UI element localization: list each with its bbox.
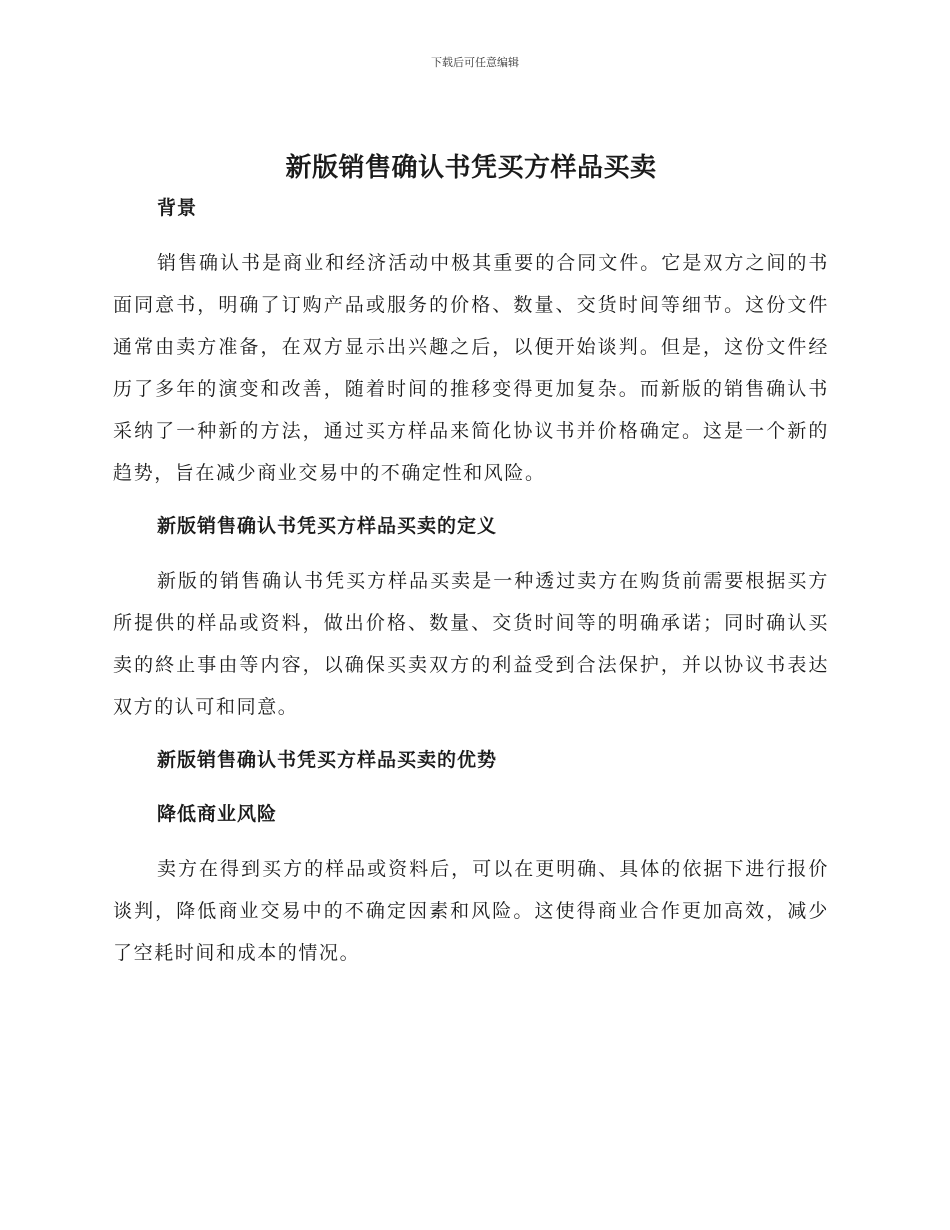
document-title: 新版销售确认书凭买方样品买卖 [285,153,657,183]
document-body [113,146,829,974]
section-heading-background: 背景 [157,197,198,219]
section-paragraph-background: 销售确认书是商业和经济活动中极其重要的合同文件。它是双方之间的书面同意书，明确了订购产品或服务的价格、数量、交货时间等细节。这份文件通常由卖方准备，在双方显示出兴趣之后，以便开始谈判。但是，这份文件经历了多年的演变和改善，随着时间的推移变得更加复杂。而新版的销售确认书采纳了一种新的方法，通过买方样品来简化协议书并价格确定。这是一个新的趋势，旨在减少商业交易中的不确定性和风险。 [113,252,829,484]
section-heading-risk: 降低商业风险 [157,803,278,825]
section-heading-advantages: 新版销售确认书凭买方样品买卖的优势 [157,749,498,771]
section-paragraph-risk: 卖方在得到买方的样品或资料后，可以在更明确、具体的依据下进行报价谈判，降低商业交易中的不确定因素和风险。这使得商业合作更加高效，减少了空耗时间和成本的情况。 [113,858,829,964]
section-paragraph-definition: 新版的销售确认书凭买方样品买卖是一种透过卖方在购货前需要根据买方所提供的样品或资料，做出价格、数量、交货时间等的明确承诺；同时确认买卖的終止事由等内容，以确保买卖双方的利益受到合法保护，并以协议书表达双方的认可和同意。 [113,570,829,718]
page-header-note: 下载后可任意编辑 [431,56,519,69]
section-heading-definition: 新版销售确认书凭买方样品买卖的定义 [157,515,498,537]
